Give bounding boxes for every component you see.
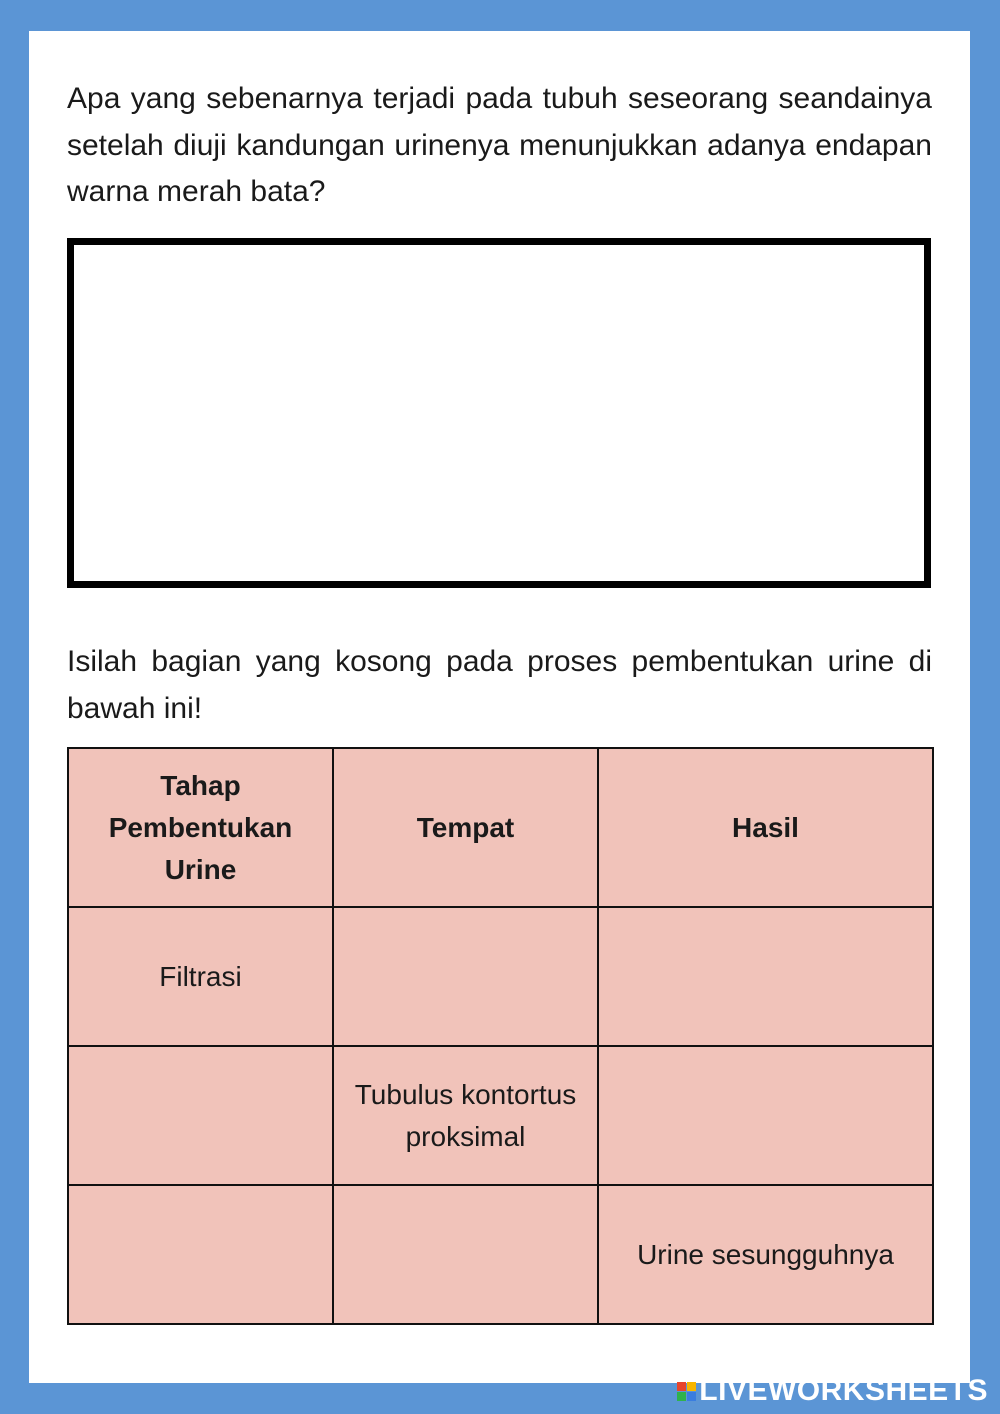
logo-square [677, 1382, 686, 1391]
logo-square [677, 1392, 686, 1401]
table-row [68, 1185, 933, 1324]
cell-stage-filtration: Filtrasi [68, 907, 333, 1046]
cell-input-place[interactable] [333, 907, 598, 1046]
logo-square [687, 1392, 696, 1401]
brand-name: LIVEWORKSHEETS [699, 1374, 988, 1407]
table-row [68, 907, 933, 1046]
table-header-row [68, 748, 933, 907]
question-2-text: Isilah bagian yang kosong pada proses pembentukan urine di bawah ini! [67, 645, 932, 725]
header-stage: Tahap Pembentukan Urine [68, 748, 333, 907]
table-row [68, 1046, 933, 1185]
liveworksheets-logo [677, 1374, 988, 1408]
cell-result-urine: Urine sesungguhnya [598, 1185, 933, 1324]
question-1-text: Apa yang sebenarnya terjadi pada tubuh seseorang seandainya setelah diuji kandungan urinenya menunjukkan adanya endapan warna merah bata? [67, 82, 932, 208]
cell-input-stage[interactable] [68, 1185, 333, 1324]
cell-place-proximal: Tubulus kontortus proksimal [333, 1046, 598, 1185]
logo-square [687, 1382, 696, 1391]
cell-input-result[interactable] [598, 1046, 933, 1185]
cell-input-place[interactable] [333, 1185, 598, 1324]
logo-grid-icon [677, 1382, 696, 1401]
cell-input-stage[interactable] [68, 1046, 333, 1185]
header-place: Tempat [333, 748, 598, 907]
header-result: Hasil [598, 748, 933, 907]
cell-input-result[interactable] [598, 907, 933, 1046]
answer-box[interactable] [67, 238, 931, 588]
worksheet-page [29, 31, 970, 1383]
urine-formation-table [67, 747, 934, 1325]
